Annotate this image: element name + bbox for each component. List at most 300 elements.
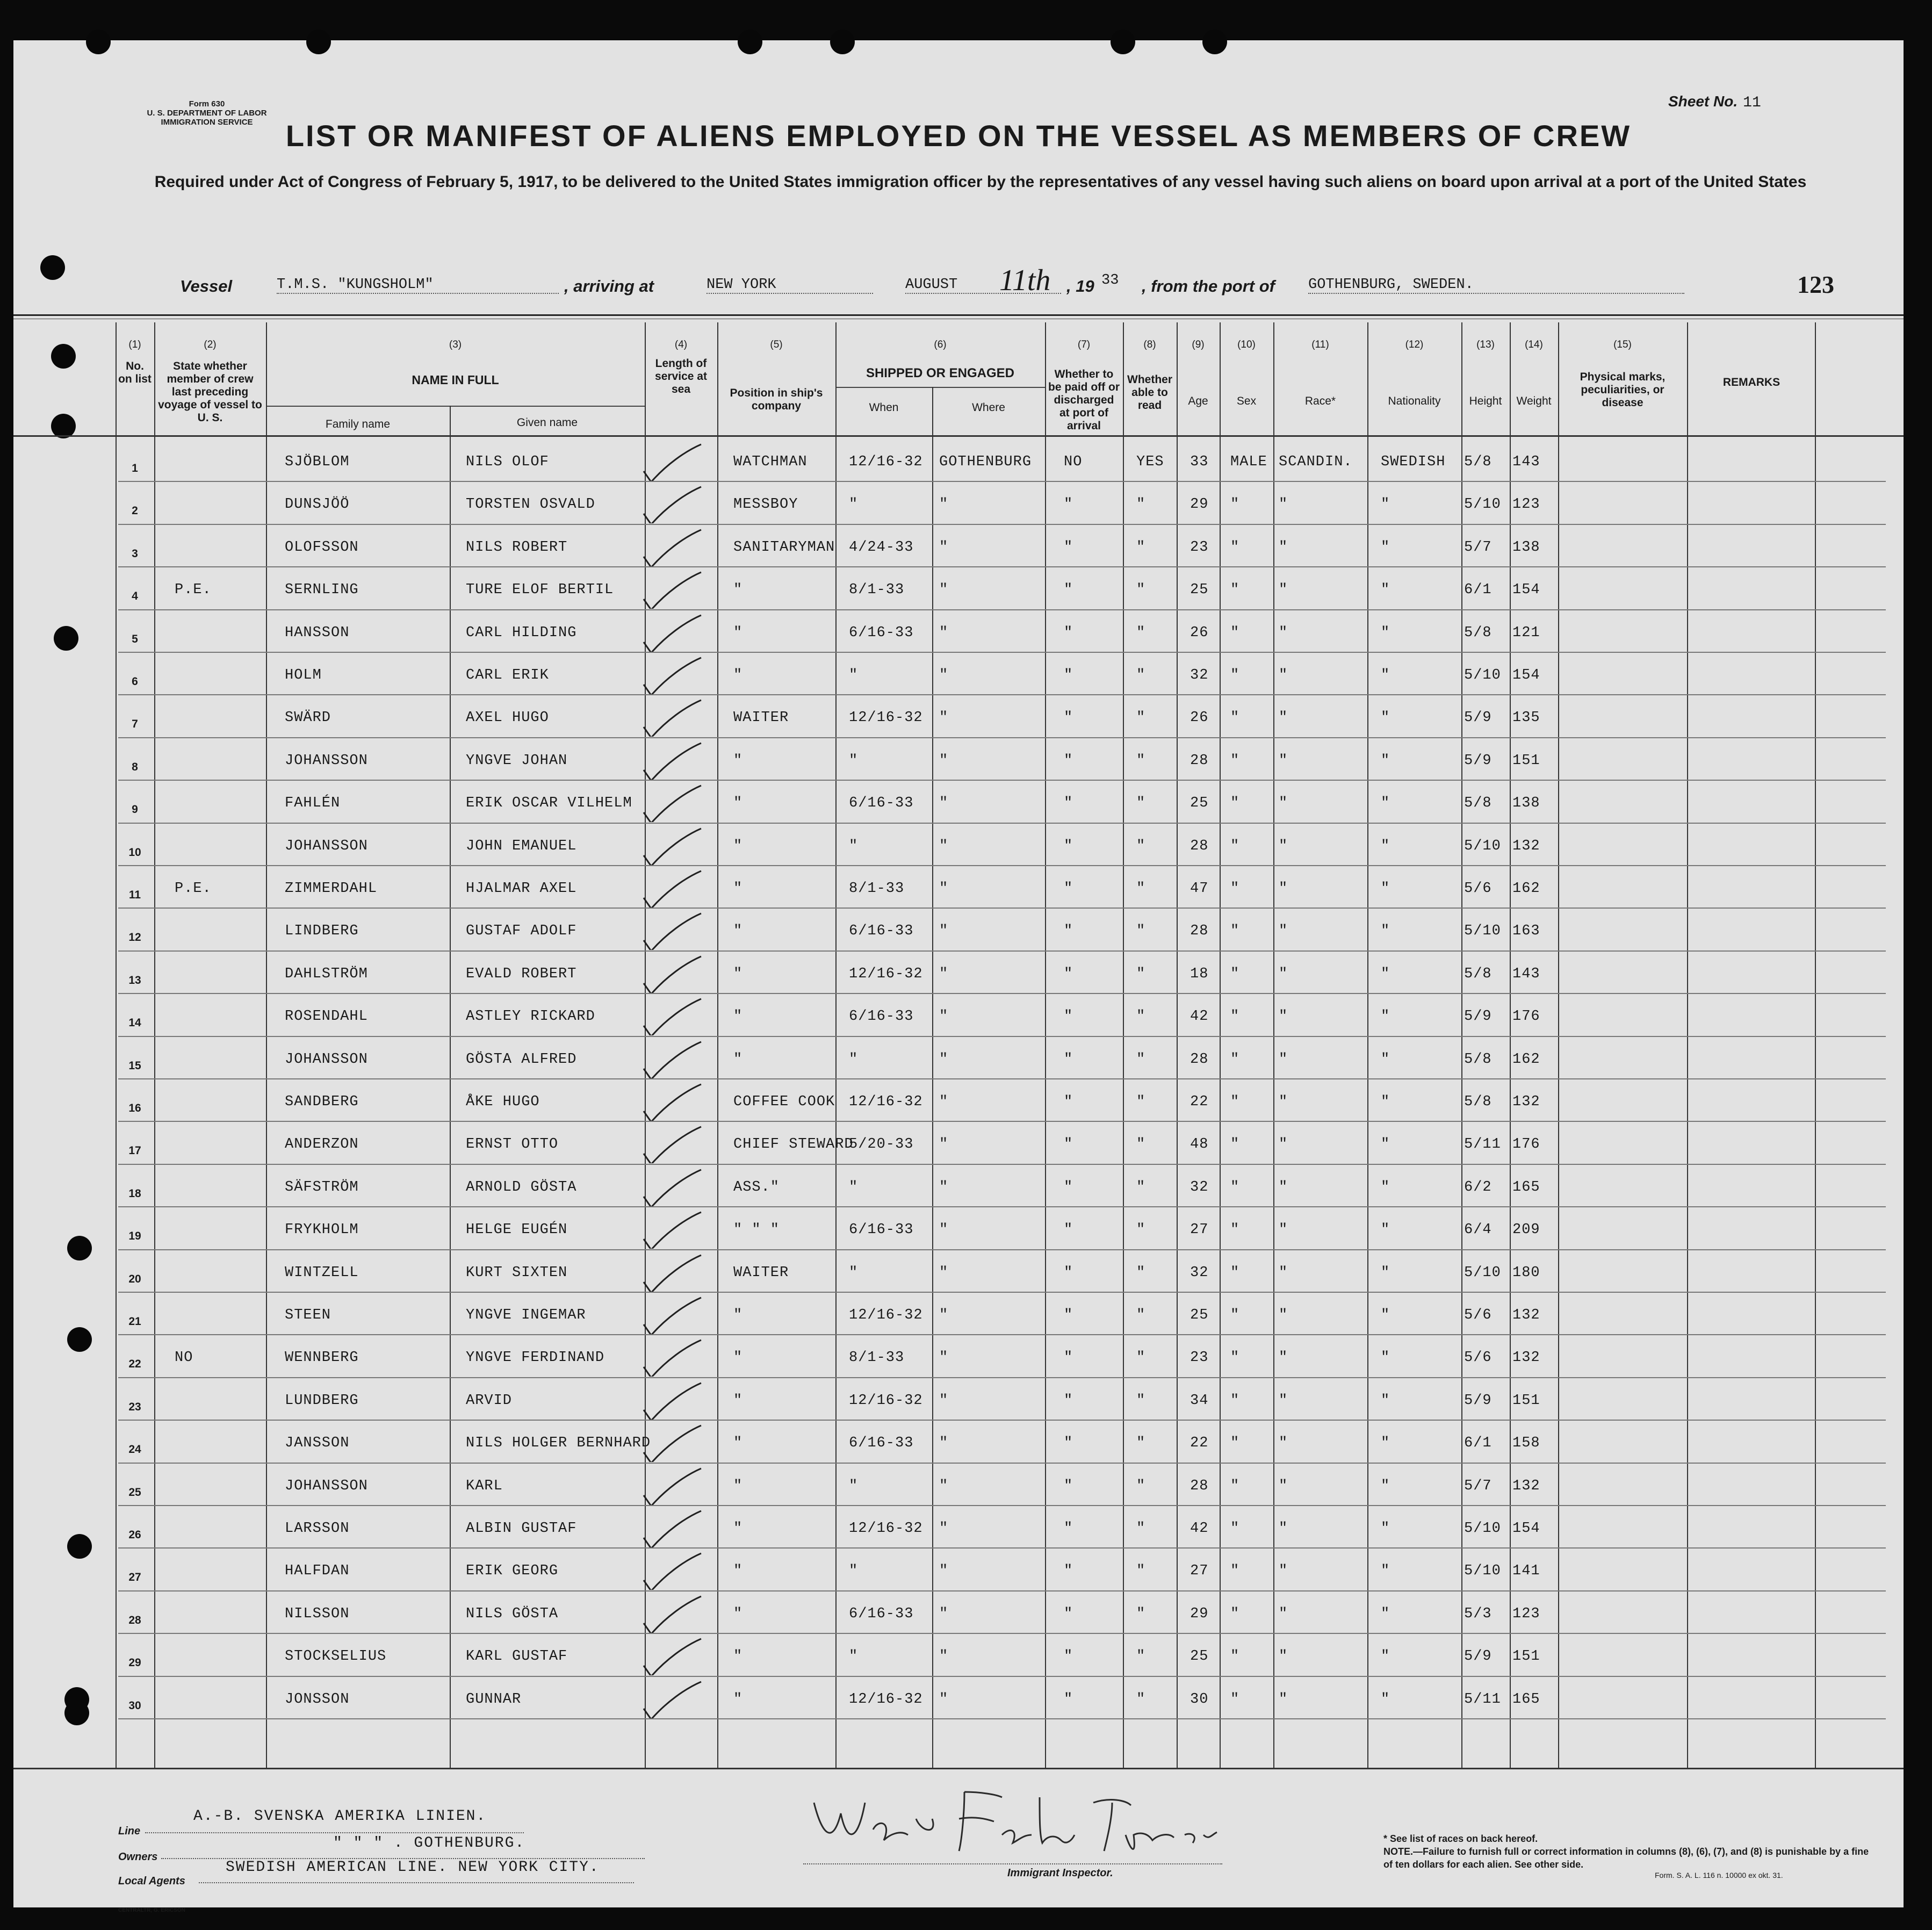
row-given-name: NILS GÖSTA [466,1605,559,1622]
row-shipped-when: 6/16-33 [849,1605,914,1622]
row-weight: 165 [1512,1691,1540,1708]
row-shipped-where: " [939,1350,949,1366]
row-shipped-when: " [849,1051,859,1068]
row-shipped-where: " [939,1563,949,1580]
arrival-day: 11th [999,264,1051,297]
row-paid-off: " [1064,1264,1073,1281]
row-family-name: ROSENDAHL [285,1009,368,1025]
row-able-read: " [1136,1521,1146,1537]
page-number: 123 [1797,271,1834,298]
row-rule [118,524,1886,525]
service-checkmark [639,657,704,694]
col-num: (10) [1237,339,1256,350]
row-given-name: GUNNAR [466,1691,522,1708]
row-weight: 121 [1512,624,1540,641]
row-shipped-where: " [939,1648,949,1665]
service-checkmark [639,784,704,822]
header-name-in-full: NAME IN FULL [412,373,499,387]
row-family-name: STOCKSELIUS [285,1648,387,1665]
row-state: NO [175,1350,193,1366]
header-family-name: Family name [325,418,391,430]
row-race: " [1279,795,1288,812]
row-height: 5/9 [1464,1009,1492,1025]
row-position: MESSBOY [733,496,798,513]
row-shipped-where: " [939,881,949,897]
row-sex: " [1230,1521,1240,1537]
row-family-name: NILSSON [285,1605,350,1622]
printer-imprint: CENTRALTR, G. ERICSON [118,1907,185,1913]
row-given-name: AXEL HUGO [466,710,549,726]
table-bottom-rule [13,1768,1904,1769]
row-race: " [1279,624,1288,641]
row-shipped-where: " [939,795,949,812]
row-height: 5/8 [1464,966,1492,982]
header-nationality: Nationality [1388,395,1441,407]
row-number: 3 [132,547,138,560]
row-sex: " [1230,1264,1240,1281]
row-family-name: DUNSJÖÖ [285,496,350,513]
row-able-read: " [1136,624,1146,641]
row-given-name: TORSTEN OSVALD [466,496,595,513]
row-rule [118,1505,1886,1506]
header-physical: Physical marks, peculiarities, or disease [1580,371,1666,409]
row-rule [118,481,1886,482]
row-position: " [733,752,743,769]
row-given-name: HJALMAR AXEL [466,881,577,897]
row-rule [118,1249,1886,1250]
service-checkmark [639,1552,704,1590]
row-able-read: " [1136,966,1146,982]
row-shipped-when: 8/1-33 [849,1350,905,1366]
row-height: 5/10 [1464,838,1501,854]
row-rule [118,1121,1886,1122]
agents-underline [199,1882,634,1883]
row-number: 16 [128,1102,141,1114]
row-weight: 154 [1512,1521,1540,1537]
service-checkmark [639,870,704,908]
row-age: 48 [1190,1136,1209,1153]
row-given-name: ERNST OTTO [466,1136,559,1153]
row-able-read: " [1136,582,1146,599]
row-weight: 143 [1512,966,1540,982]
line-label: Line [118,1825,141,1837]
row-able-read: " [1136,667,1146,683]
row-nationality: " [1381,1605,1390,1622]
header-able-read: Whether able to read [1127,373,1172,412]
row-able-read: " [1136,752,1146,769]
row-shipped-when: 4/24-33 [849,539,914,556]
row-rule [118,566,1886,567]
col-rule [1510,322,1511,1768]
row-number: 29 [128,1657,141,1669]
row-weight: 165 [1512,1179,1540,1196]
row-family-name: HOLM [285,667,322,683]
row-height: 5/3 [1464,1605,1492,1622]
row-given-name: ALBIN GUSTAF [466,1521,577,1537]
row-nationality: " [1381,923,1390,940]
col-rule [717,322,718,1768]
row-family-name: FRYKHOLM [285,1222,359,1238]
row-position: " [733,881,743,897]
row-shipped-when: " [849,1179,859,1196]
row-height: 5/10 [1464,923,1501,940]
row-position: " [733,1009,743,1025]
row-weight: 180 [1512,1264,1540,1281]
header-where: Where [972,401,1005,414]
row-shipped-where: " [939,1136,949,1153]
row-nationality: " [1381,1478,1390,1494]
manifest-sheet [13,40,1904,1913]
row-number: 17 [128,1144,141,1157]
row-shipped-where: " [939,710,949,726]
row-nationality: " [1381,1307,1390,1323]
service-checkmark [639,1681,704,1718]
row-race: " [1279,1094,1288,1110]
row-weight: 132 [1512,838,1540,854]
row-nationality: " [1381,1435,1390,1452]
row-age: 32 [1190,1264,1209,1281]
row-able-read: " [1136,1350,1146,1366]
row-given-name: YNGVE FERDINAND [466,1350,605,1366]
row-weight: 132 [1512,1478,1540,1494]
row-able-read: " [1136,1094,1146,1110]
row-race: " [1279,1478,1288,1494]
row-position: COFFEE COOK [733,1094,835,1110]
row-given-name: ASTLEY RICKARD [466,1009,595,1025]
row-age: 30 [1190,1691,1209,1708]
agents-value: SWEDISH AMERICAN LINE. NEW YORK CITY. [226,1859,600,1876]
col-num: (5) [770,339,783,350]
row-shipped-when: 8/1-33 [849,582,905,599]
row-number: 28 [128,1614,141,1626]
row-age: 27 [1190,1563,1209,1580]
row-sex: " [1230,1435,1240,1452]
row-race: " [1279,667,1288,683]
row-shipped-where: " [939,624,949,641]
header-no-on-list: No. on list [118,360,152,385]
shipped-header-rule [835,387,1045,388]
row-position: " [733,624,743,641]
row-family-name: HALFDAN [285,1563,350,1580]
row-height: 6/1 [1464,582,1492,599]
service-checkmark [639,1424,704,1462]
row-height: 6/2 [1464,1179,1492,1196]
col-rule [1815,322,1816,1768]
from-port: GOTHENBURG, SWEDEN. [1308,277,1684,294]
service-checkmark [639,827,704,865]
row-nationality: " [1381,667,1390,683]
row-able-read: " [1136,1435,1146,1452]
row-rule [118,1547,1886,1549]
row-age: 25 [1190,582,1209,599]
row-given-name: CARL ERIK [466,667,549,683]
row-age: 28 [1190,1051,1209,1068]
row-given-name: HELGE EUGÉN [466,1222,568,1238]
row-given-name: KARL [466,1478,503,1494]
row-given-name: CARL HILDING [466,624,577,641]
row-height: 5/10 [1464,1563,1501,1580]
row-sex: " [1230,1392,1240,1409]
row-shipped-where: " [939,539,949,556]
row-age: 32 [1190,1179,1209,1196]
service-checkmark [639,529,704,566]
arriving-port: NEW YORK [707,277,873,294]
line-value: A.-B. SVENSKA AMERIKA LINIEN. [193,1808,487,1825]
row-able-read: " [1136,1009,1146,1025]
row-age: 28 [1190,838,1209,854]
header-paid-off: Whether to be paid off or discharged at port of arrival [1048,368,1120,432]
row-shipped-where: " [939,1435,949,1452]
row-nationality: " [1381,966,1390,982]
row-rule [118,908,1886,909]
row-rule [118,823,1886,824]
row-race: " [1279,1435,1288,1452]
punch-hole [67,1534,92,1559]
punch-hole [738,30,762,54]
col-num: (6) [934,339,947,350]
row-position: " " " [733,1222,780,1238]
row-sex: " [1230,710,1240,726]
row-rule [118,780,1886,781]
row-shipped-where: " [939,1521,949,1537]
row-sex: " [1230,1478,1240,1494]
row-sex: " [1230,881,1240,897]
row-weight: 151 [1512,1648,1540,1665]
row-number: 20 [128,1272,141,1285]
row-position: " [733,1691,743,1708]
row-race: " [1279,539,1288,556]
row-age: 26 [1190,624,1209,641]
row-nationality: " [1381,1051,1390,1068]
row-nationality: " [1381,795,1390,812]
row-number: 24 [128,1443,141,1456]
row-able-read: " [1136,1605,1146,1622]
service-checkmark [639,742,704,780]
row-state: P.E. [175,582,212,599]
col-num: (3) [449,339,462,350]
row-position: " [733,1648,743,1665]
row-shipped-when: 6/16-33 [849,624,914,641]
row-shipped-where: " [939,1179,949,1196]
col-num: (11) [1311,339,1329,350]
row-race: " [1279,838,1288,854]
service: IMMIGRATION SERVICE [161,118,253,127]
row-race: " [1279,923,1288,940]
row-race: " [1279,582,1288,599]
row-age: 28 [1190,923,1209,940]
row-race: " [1279,1392,1288,1409]
row-paid-off: " [1064,1009,1073,1025]
row-number: 23 [128,1400,141,1413]
row-sex: " [1230,1179,1240,1196]
col-num: (9) [1192,339,1205,350]
row-nationality: " [1381,1264,1390,1281]
row-height: 5/9 [1464,1648,1492,1665]
row-height: 5/9 [1464,752,1492,769]
row-age: 32 [1190,667,1209,683]
row-rule [118,1292,1886,1293]
row-height: 5/8 [1464,795,1492,812]
row-rule [118,993,1886,994]
row-given-name: NILS ROBERT [466,539,568,556]
owners-label: Owners [118,1851,158,1863]
row-nationality: " [1381,881,1390,897]
row-paid-off: " [1064,624,1073,641]
row-age: 47 [1190,881,1209,897]
row-shipped-where: " [939,1691,949,1708]
row-sex: " [1230,1563,1240,1580]
row-number: 21 [128,1315,141,1328]
row-age: 25 [1190,1648,1209,1665]
row-race: " [1279,1563,1288,1580]
header-given-name: Given name [516,416,578,429]
row-position: " [733,923,743,940]
arriving-label: , arriving at [564,277,654,296]
row-number: 11 [128,889,141,901]
row-shipped-when: 12/16-32 [849,966,923,982]
row-shipped-when: 8/1-33 [849,881,905,897]
row-able-read: " [1136,1648,1146,1665]
row-weight: 132 [1512,1094,1540,1110]
row-paid-off: " [1064,1307,1073,1323]
service-checkmark [639,955,704,993]
row-paid-off: " [1064,1648,1073,1665]
row-age: 22 [1190,1094,1209,1110]
row-paid-off: " [1064,539,1073,556]
col-num: (14) [1525,339,1543,350]
row-number: 2 [132,505,138,517]
row-given-name: YNGVE JOHAN [466,752,568,769]
col-rule [1045,322,1046,1768]
row-able-read: " [1136,539,1146,556]
row-height: 5/9 [1464,710,1492,726]
row-nationality: " [1381,539,1390,556]
row-sex: " [1230,624,1240,641]
row-weight: 154 [1512,582,1540,599]
row-family-name: SERNLING [285,582,359,599]
row-weight: 123 [1512,496,1540,513]
row-rule [118,1206,1886,1207]
header-race: Race* [1304,395,1336,407]
row-race: " [1279,1179,1288,1196]
row-age: 29 [1190,496,1209,513]
header-weight: Weight [1516,395,1552,407]
row-height: 5/7 [1464,1478,1492,1494]
row-height: 5/6 [1464,1307,1492,1323]
row-position: " [733,1051,743,1068]
row-position: " [733,1392,743,1409]
row-height: 5/11 [1464,1136,1501,1153]
row-race: " [1279,1691,1288,1708]
col-rule [1461,322,1462,1768]
row-position: " [733,1307,743,1323]
row-position: " [733,1605,743,1622]
row-nationality: " [1381,496,1390,513]
row-shipped-where: " [939,1605,949,1622]
row-number: 1 [132,462,138,474]
header-age: Age [1188,395,1208,407]
service-checkmark [639,1382,704,1420]
row-height: 5/10 [1464,1264,1501,1281]
sheet-number-field [1668,93,1761,111]
row-nationality: " [1381,624,1390,641]
row-position: " [733,966,743,982]
row-family-name: JOHANSSON [285,1051,368,1068]
row-shipped-when: 12/16-32 [849,1521,923,1537]
row-age: 42 [1190,1521,1209,1537]
row-age: 26 [1190,710,1209,726]
row-height: 5/8 [1464,454,1492,470]
row-shipped-when: " [849,752,859,769]
row-sex: " [1230,539,1240,556]
row-shipped-when: 6/16-33 [849,1009,914,1025]
service-checkmark [639,443,704,481]
row-able-read: " [1136,1563,1146,1580]
row-shipped-where: " [939,752,949,769]
header-shipped: SHIPPED OR ENGAGED [866,366,1015,380]
col-rule [1687,322,1688,1768]
row-paid-off: " [1064,1136,1073,1153]
arrival-month: AUGUST [905,277,1061,294]
service-checkmark [639,1510,704,1547]
col-num: (15) [1613,339,1632,350]
row-shipped-where: " [939,1094,949,1110]
row-paid-off: " [1064,582,1073,599]
row-weight: 154 [1512,667,1540,683]
row-age: 34 [1190,1392,1209,1409]
page-title: LIST OR MANIFEST OF ALIENS EMPLOYED ON THE VESSEL AS MEMBERS OF CREW [285,119,1632,153]
row-family-name: LARSSON [285,1521,350,1537]
row-shipped-when: 12/16-32 [849,1691,923,1708]
col-rule [1273,322,1274,1768]
row-position: " [733,1435,743,1452]
service-checkmark [639,912,704,950]
row-rule [118,1078,1886,1079]
punch-hole [86,30,111,54]
row-position: " [733,582,743,599]
row-position: WAITER [733,1264,789,1281]
vessel-name: T.M.S. "KUNGSHOLM" [277,277,559,294]
row-age: 42 [1190,1009,1209,1025]
header-remarks: REMARKS [1722,376,1780,388]
table-top-rule [13,314,1904,316]
note-penalty: NOTE.—Failure to furnish full or correct information in columns (8), (6), (7), and (8) is punishable by a fine of ten dollars for each alien. See other side. [1383,1846,1869,1870]
row-family-name: DAHLSTRÖM [285,966,368,982]
col-num: (4) [674,339,688,350]
row-shipped-where: " [939,496,949,513]
row-sex: " [1230,1094,1240,1110]
row-given-name: ARNOLD GÖSTA [466,1179,577,1196]
row-rule [118,652,1886,653]
service-checkmark [639,1126,704,1163]
row-age: 25 [1190,795,1209,812]
row-family-name: SWÄRD [285,710,331,726]
row-rule [118,1718,1886,1719]
row-height: 5/8 [1464,1051,1492,1068]
row-rule [118,1590,1886,1591]
row-number: 19 [128,1230,141,1243]
header-height: Height [1469,395,1502,407]
row-given-name: EVALD ROBERT [466,966,577,982]
row-nationality: " [1381,1521,1390,1537]
row-given-name: KARL GUSTAF [466,1648,568,1665]
row-sex: " [1230,1350,1240,1366]
row-given-name: ERIK GEORG [466,1563,559,1580]
row-rule [118,1334,1886,1335]
row-position: " [733,838,743,854]
row-able-read: " [1136,1051,1146,1068]
inspector-signature [803,1781,1222,1862]
